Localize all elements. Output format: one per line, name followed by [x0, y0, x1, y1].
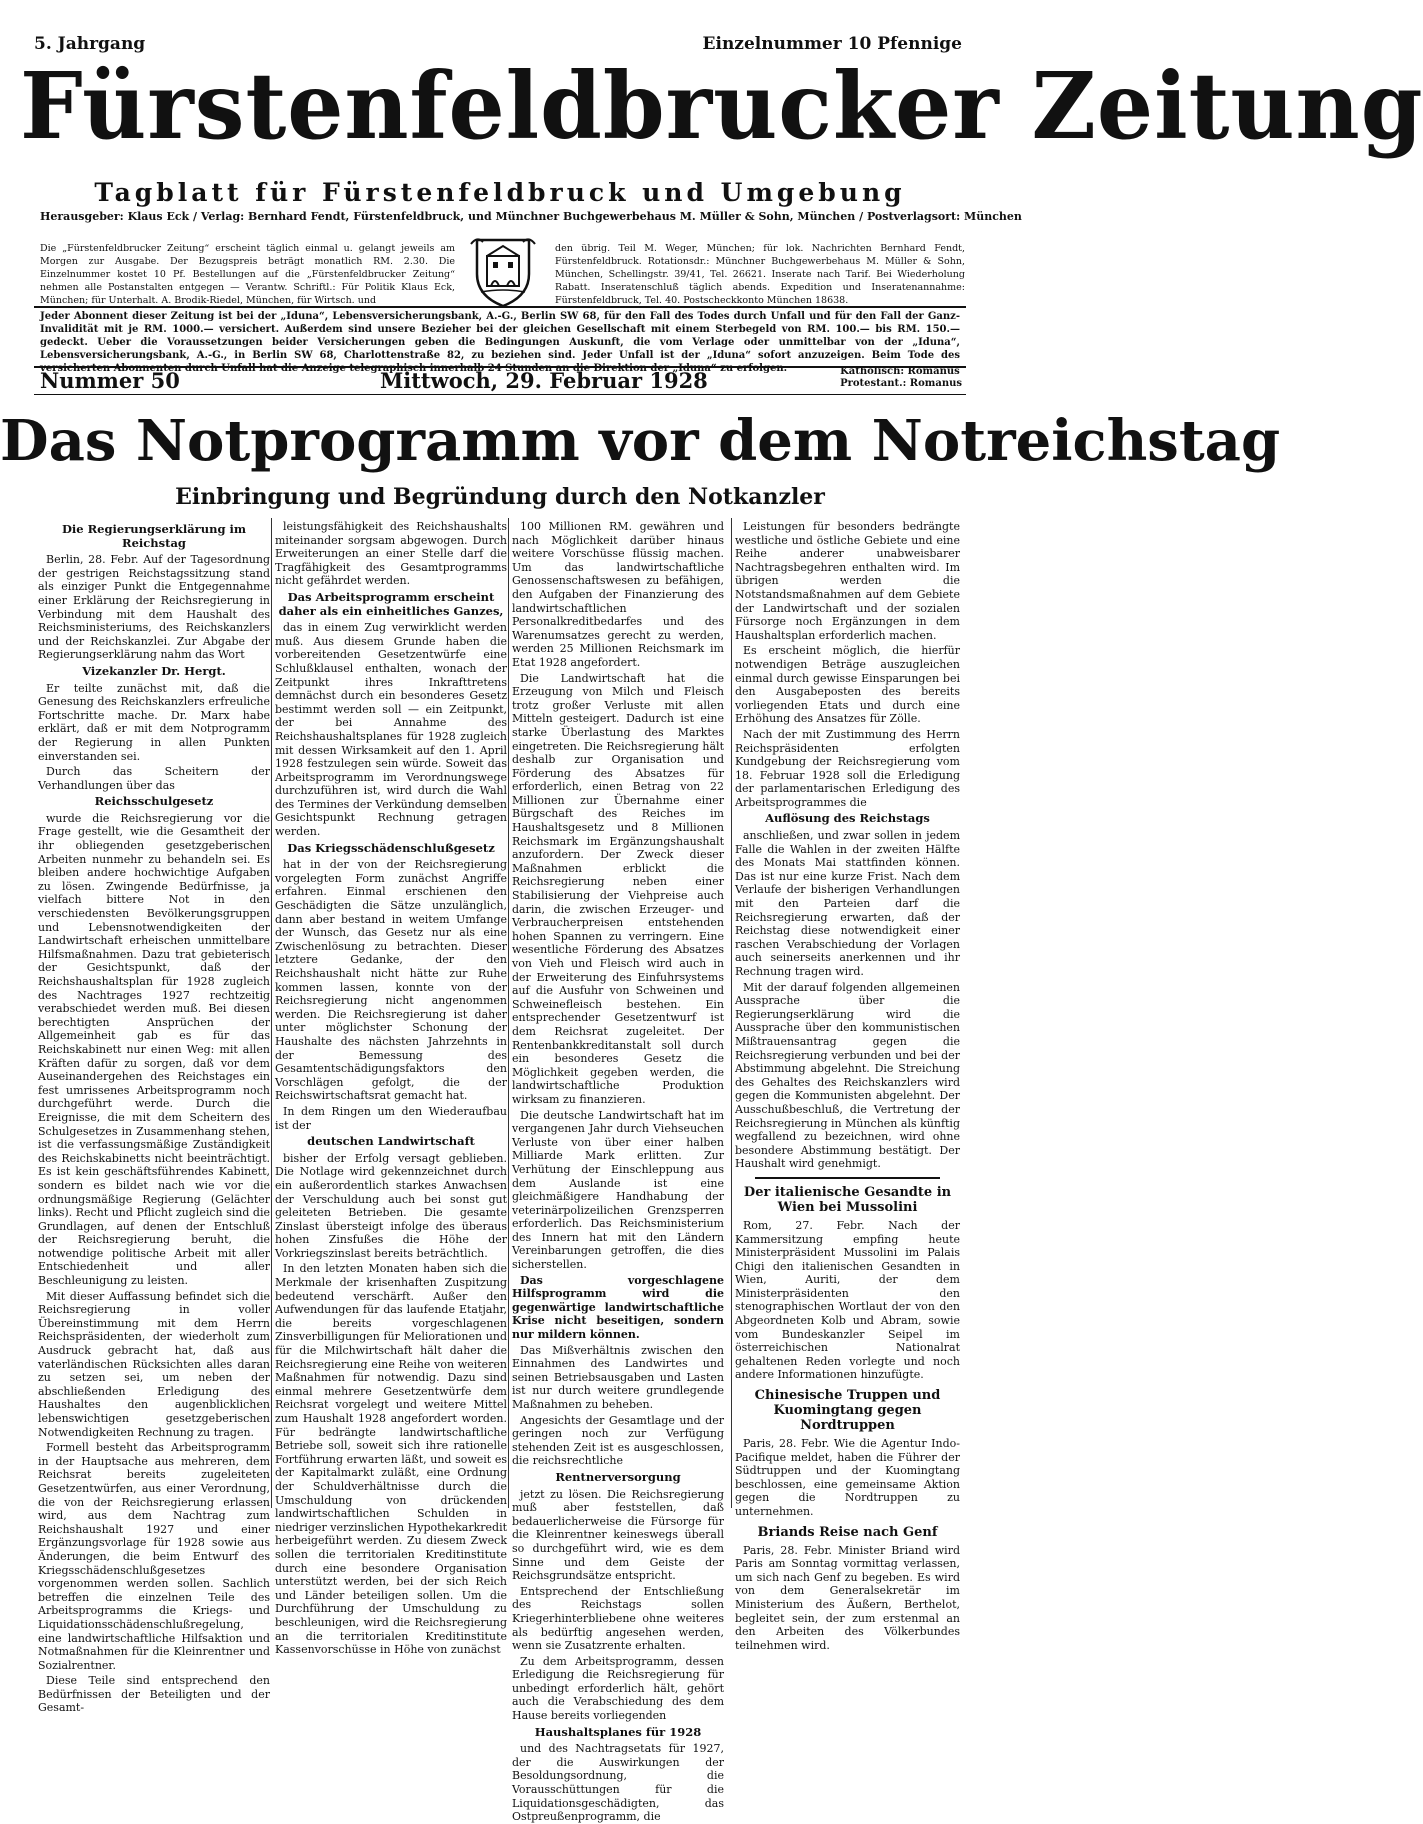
- article-column-3: [512, 520, 724, 1824]
- paragraph: Entsprechend der Entschließung des Reichstags sollen Kriegerhinterbliebene ohne weiteres als bedürftig angesehen werden, wenn sie Zusatzrente erhalten.: [512, 1584, 724, 1653]
- paragraph: 100 Millionen RM. gewähren und nach Möglichkeit darüber hinaus weitere Vorschüsse flüssig machen. Um das landwirtschaftliche Genossenschaftswesen zu befähigen, den Aufgaben der Finanzierung des landwirtschaftlichen Personalkreditbedarfes und des Warenumsatzes gerecht zu werden, werden 25 Millionen Reichsmark im Etat 1928 angefordert.: [512, 520, 724, 669]
- main-headline: Das Notprogramm vor dem Notreichstag: [0, 408, 1281, 474]
- paragraph: Paris, 28. Febr. Wie die Agentur Indo-Pacifique meldet, haben die Führer der Südtruppen und der Kuomingtang beschlossen, eine gemeinsame Aktion gegen die Nordtruppen zu unternehmen.: [735, 1437, 960, 1518]
- price-label: Einzelnummer 10 Pfennige: [702, 34, 962, 54]
- paragraph: Er teilte zunächst mit, daß die Genesung des Reichskanzlers erfreuliche Fortschritte mache. Dr. Marx habe erklärt, daß er mit dem Notprogramm der Regierung in allen Punkten einverstanden sei.: [38, 681, 270, 763]
- section-heading: Das Arbeitsprogramm erscheint daher als ein einheitliches Ganzes,: [278, 589, 504, 618]
- paragraph: Diese Teile sind entsprechend den Bedürfnissen der Beteiligten und der Gesamt-: [38, 1674, 270, 1715]
- edition-label: 5. Jahrgang: [34, 34, 146, 54]
- column-rule: [508, 518, 509, 1508]
- insurance-notice: Jeder Abonnent dieser Zeitung ist bei der „Iduna“, Lebensversicherungsbank, A.-G., Berlin SW 68, für den Fall des Todes durch Unfall und für den Fall der Ganz-Invalidität mit je RM. 1000.— versichert. Außerdem sind unsere Bezieher bei der gleichen Gesellschaft mit einem Sterbegeld von RM. 100.— bis RM. 150.— gedeckt. Ueber die Voraussetzungen beider Versicherungen geben die Bedingungen Auskunft, die vom Verlage oder unmittelbar von der „Iduna“, Lebensversicherungsbank, A.-G., in Berlin SW 68, Charlottenstraße 82, zu beziehen sind. Jeder Unfall ist der „Iduna“ sofort anzuzeigen. Beim Tode des versicherten Abonnenten durch Unfall hat die Anzeige telegraphisch innerhalb 24 Stunden an die Direktion der „Iduna“ zu erfolgen.: [40, 311, 960, 374]
- paragraph: hat in der von der Reichsregierung vorgelegten Form zunächst Angriffe erfahren. Einmal erschienen den Geschädigten die Sätze unzulänglich, dann aber bestand in weitem Umfange der Wunsch, das Gesetz nur als eine Zwischenlösung zu betrachten. Dieser letztere Gedanke, der den Reichshaushalt nicht hätte zur Ruhe kommen lassen, konnte von der Reichsregierung nicht angenommen werden. Die Reichsregierung ist daher unter möglichster Schonung der Haushalte des nächsten Jahrzehnts in der Bemessung des Gesamtentschädigungsfaktors den Vorschlägen gefolgt, die der Reichswirtschaftsrat gemacht hat.: [275, 858, 507, 1103]
- newspaper-title: Fürstenfeldbrucker Zeitung: [20, 52, 1423, 160]
- paragraph: Paris, 28. Febr. Minister Briand wird Paris am Sonntag vormittag verlassen, um sich nach Genf zu begeben. Es wird von dem Generalsekretär im Ministerium des Äußern, Berthelot, begleitet sein, der zum erstenmal an den Arbeiten des Völkerbundes teilnehmen wird.: [735, 1543, 960, 1652]
- saint-catholic: Katholisch: Romanus: [840, 366, 960, 377]
- section-heading: Die Regierungserklärung im Reichstag: [61, 522, 247, 550]
- paragraph: In den letzten Monaten haben sich die Merkmale der krisenhaften Zuspitzung bedeutend verschärft. Außer den Aufwendungen für das laufende Etatjahr, die bereits vorgeschlagenen Zinsverbilligungen für Meliorationen und für die Milchwirtschaft hält daher die Reichsregierung eine Reihe von weiteren Maßnahmen für notwendig. Dazu sind einmal mehrere Gesetzentwürfe dem Reichsrat vorgelegt und weitere Mittel zum Haushalt 1928 angefordert worden. Für bedrängte landwirtschaftliche Betriebe soll, soweit sich ihre rationelle Fortführung erwarten läßt, und soweit es der Kapitalmarkt zuläßt, eine Ordnung der Schuldverhältnisse durch die Umschuldung von drückenden landwirtschaftlichen Schulden in niedriger verzinslichen Hypothekarkredit herbeigeführt werden. Zu diesem Zweck sollen die territorialen Kreditinstitute durch eine besondere Organisation unterstützt werden, bei der sich Reich und Länder beteiligen sollen. Um die Durchführung der Umschuldung zu beschleunigen, wird die Reichsregierung an die territorialen Kreditinstitute Kassenvorschüsse in Höhe von zunächst: [275, 1262, 508, 1657]
- article-column-2: [275, 520, 508, 1657]
- divider: [34, 306, 966, 308]
- section-heading: Haushaltsplanes für 1928: [534, 1724, 702, 1739]
- article-headline: Briands Reise nach Genf: [757, 1524, 938, 1540]
- paragraph: bisher der Erfolg versagt geblieben. Die Notlage wird gekennzeichnet durch ein außerordentlich starkes Anwachsen der Verschuldung auch bei sonst gut geleiteten Betrieben. Die gesamte Zinslast übersteigt infolge des überaus hohen Zinsfußes die Höhe der Vorkriegszinslast bereits beträchtlich.: [275, 1151, 507, 1260]
- divider: [34, 394, 966, 395]
- paragraph: das in einem Zug verwirklicht werden muß. Aus diesem Grunde haben die vorbereitenden Gesetzentwürfe eine Schlußklausel enthalten, wonach der Zeitpunkt ihres Inkrafttretens demnächst durch ein besonderes Gesetz bestimmt werden soll — ein Zeitpunkt, der bei Annahme des Reichshaushaltsplanes für 1928 zugleich mit dessen Wirksamkeit auf den 1. April 1928 festzulegen sein würde. Soweit das Arbeitsprogramm im Verordnungswege durchzuführen ist, wird durch die Wahl des Termines der Verkündung demselben Gesichtspunkt Rechnung getragen werden.: [275, 621, 507, 839]
- paragraph: Die deutsche Landwirtschaft hat im vergangenen Jahr durch Viehseuchen Verluste von über einer halben Milliarde Mark erlitten. Zur Verhütung der Einschleppung aus dem Auslande ist eine gleichmäßigere Handhabung der veterinärpolizeilichen Grenzsperren erforderlich. Das Reichsministerium des Innern hat mit den Ländern Vereinbarungen getroffen, die dies sicherstellen.: [512, 1108, 724, 1272]
- section-heading: Rentnerversorgung: [555, 1469, 681, 1484]
- paragraph: Mit der darauf folgenden allgemeinen Aussprache über die Regierungserklärung wird die Aussprache über den kommunistischen Mißtrauensantrag gegen die Reichsregierung verbunden und bei der Abstimmung abgelehnt. Die Streichung des Gehaltes des Reichskanzlers wird gegen die Kommunisten abgelehnt. Der Ausschußbeschluß, die Vertretung der Reichsregierung in München als künftig wegfallend zu bezeichnen, wird ohne besondere Abstimmung bestätigt. Der Haushalt wird genehmigt.: [735, 980, 960, 1171]
- section-heading: deutschen Landwirtschaft: [307, 1134, 475, 1149]
- paragraph: In dem Ringen um den Wiederaufbau ist der: [275, 1104, 507, 1132]
- column-rule: [731, 518, 732, 1508]
- paragraph: Nach der mit Zustimmung des Herrn Reichspräsidenten erfolgten Kundgebung der Reichsregierung vom 18. Februar 1928 soll die Erledigung der parlamentarischen Erledigung des Arbeitsprogrammes die: [735, 727, 960, 809]
- paragraph: Mit dieser Auffassung befindet sich die Reichsregierung in voller Übereinstimmung mit dem Herrn Reichspräsidenten, der wiederholt zum Ausdruck gebracht hat, daß aus vaterländischen Rücksichten alles daran zu setzen sei, um neben der abschließenden Erledigung des Haushaltes den augenblicklichen lebenswichtigen gesetzgeberischen Notwendigkeiten Rechnung zu tragen.: [38, 1289, 270, 1439]
- section-heading: Auflösung des Reichstags: [765, 811, 930, 826]
- paragraph: Formell besteht das Arbeitsprogramm in der Hauptsache aus mehreren, dem Reichsrat bereits zugeleiteten Gesetzentwürfen, aus einer Verordnung, die von der Reichsregierung erlassen wird, aus dem Nachtrag zum Reichshaushalt 1927 und einer Ergänzungsvorlage für 1928 sowie aus Änderungen, die beim Entwurf des Kriegsschädenschlußgesetzes vorgenommen werden sollen. Sachlich betreffen die einzelnen Teile des Arbeitsprogramms die Kriegs- und Liquidationsschädenschlußregelung, eine landwirtschaftliche Hilfsaktion und Notmaßnahmen für die Kleinrentner und Sozialrentner.: [38, 1441, 270, 1672]
- info-left: Die „Fürstenfeldbrucker Zeitung“ erscheint täglich einmal u. gelangt jeweils am Morgen zur Ausgabe. Der Bezugspreis beträgt monatlich RM. 2.30. Die Einzelnummer kostet 10 Pf. Bestellungen auf die „Fürstenfeldbrucker Zeitung“ nehmen alle Postanstalten entgegen — Verantw. Schriftl.: Für Politik Klaus Eck, München; für Unterhalt. A. Brodik-Riedel, München, für Wirtsch. und: [40, 243, 455, 306]
- article-headline: Chinesische Truppen und Kuomingtang gegen Nordtruppen: [754, 1388, 941, 1434]
- paragraph: Es erscheint möglich, die hierfür notwendigen Beträge auszugleichen einmal durch gewisse Einsparungen bei den Ausgabeposten des bereits vorliegenden Etats und durch eine Erhöhung des Ansatzes für Zölle.: [735, 644, 960, 726]
- article-divider: [755, 1177, 940, 1179]
- paragraph: wurde die Reichsregierung vor die Frage gestellt, wie die Gesamtheit der ihr obliegenden gesetzgeberischen Arbeiten nunmehr zu behandeln sei. Es bleiben andere hochwichtige Aufgaben zu lösen. Zwingende Bedürfnisse, ja vielfach bittere Not in den verschiedensten Bevölkerungsgruppen und Lebensnotwendigkeiten der Landwirtschaft erheischen unmittelbare Hilfsmaßnahmen. Dazu trat gebieterisch der Gesichtspunkt, daß der Reichshaushaltsplan für 1928 zugleich des Nachtrages 1927 rechtzeitig verabschiedet werden muß. Bei diesen berechtigten Ansprüchen der Allgemeinheit gab es für das Reichskabinett nur einen Weg: mit allen Kräften dafür zu sorgen, daß vor dem Auseinandergehen des Reichstages ein fest umrissenes Arbeitsprogramm noch durchgeführt werde. Durch die Ereignisse, die mit dem Scheitern des Schulgesetzes in Zusammenhang stehen, ist die verfassungsmäßige Zuständigkeit des Reichskabinetts nicht beeinträchtigt. Es ist kein geschäftsführendes Kabinett, sondern es bildet nach wie vor die ordnungsmäßige Regierung (Gelächter links). Recht und Pflicht zugleich sind die Grundlagen, auf denen der Entschluß der Reichsregierung beruht, die notwendige politische Arbeit mit aller Entschiedenheit und aller Beschleunigung zu leisten.: [38, 811, 270, 1288]
- paragraph: jetzt zu lösen. Die Reichsregierung muß aber feststellen, daß bedauerlicherweise die Fürsorge für die Kleinrentner keineswegs überall so durchgeführt wird, wie es dem Sinne und dem Geiste der Reichsgrundsätze entspricht.: [512, 1487, 724, 1583]
- article-headline: Der italienische Gesandte in Wien bei Mussolini: [743, 1184, 952, 1215]
- paragraph: Das vorgeschlagene Hilfsprogramm wird die gegenwärtige landwirtschaftliche Krise nicht beseitigen, sondern nur mildern können.: [512, 1273, 724, 1342]
- paragraph: Durch das Scheitern der Verhandlungen über das: [38, 765, 270, 792]
- paragraph: Leistungen für besonders bedrängte westliche und östliche Gebiete und eine Reihe anderer unabweisbarer Nachtragsbegehren enthalten wird. Im übrigen werden die Notstandsmaßnahmen auf dem Gebiete der Landwirtschaft und der sozialen Fürsorge noch Ergänzungen in dem Haushaltsplan erforderlich machen.: [735, 520, 960, 642]
- paragraph: Die Landwirtschaft hat die Erzeugung von Milch und Fleisch trotz großer Verluste mit allen Mitteln gesteigert. Dadurch ist eine starke Überlastung des Marktes eingetreten. Die Reichsregierung hält deshalb zur Organisation und Förderung des Absatzes für erforderlich, einen Betrag von 22 Millionen zur Übernahme einer Bürgschaft des Reiches im Haushaltsgesetz und 8 Millionen Reichsmark im Ergänzungshaushalt anzufordern. Der Zweck dieser Maßnahmen erblickt die Reichsregierung neben einer Stabilisierung der Viehpreise auch darin, die zwischen Erzeuger- und Verbraucherpreisen entstehenden hohen Spannen zu verringern. Eine wesentliche Förderung des Absatzes von Vieh und Fleisch wird auch in der Erweiterung des Einfuhrsystems auf die Ausfuhr von Schweinen und Schweinefleisch bestehen. Ein entsprechender Gesetzentwurf ist dem Reichsrat zugeleitet. Der Rentenbankkreditanstalt soll durch ein besonderes Gesetz die Möglichkeit gegeben werden, die landwirtschaftliche Produktion wirksam zu finanzieren.: [512, 671, 724, 1106]
- saint-protestant: Protestant.: Romanus: [840, 378, 962, 389]
- issue-date: Mittwoch, 29. Februar 1928: [380, 368, 708, 393]
- city-crest-icon: [463, 230, 543, 310]
- main-subheadline: Einbringung und Begründung durch den Notkanzler: [175, 484, 825, 510]
- paragraph: leistungsfähigkeit des Reichshaushalts miteinander sorgsam abgewogen. Durch Erweiterungen an einer Stelle darf die Tragfähigkeit des Gesamtprogramms nicht gefährdet werden.: [275, 520, 507, 588]
- section-heading: Reichsschulgesetz: [94, 794, 214, 809]
- paragraph: anschließen, und zwar sollen in jedem Falle die Wahlen in der zweiten Hälfte des Monats Mai stattfinden können. Das ist nur eine kurze Frist. Nach dem Verlaufe der bisherigen Verhandlungen mit den Parteien darf die Reichsregierung erwarten, daß der Reichstag diese notwendigkeit einer raschen Verabschiedung der Vorlagen auch seinerseits anerkennen und ihr Rechnung tragen wird.: [735, 829, 960, 978]
- section-heading: Vizekanzler Dr. Hergt.: [82, 663, 226, 678]
- paragraph: und des Nachtragsetats für 1927, der die Auswirkungen der Besoldungsordnung, die Vorausschüttungen für die Liquidationsgeschädigten, das Ostpreußenprogramm, die: [512, 1742, 724, 1824]
- column-rule: [271, 518, 272, 1508]
- article-column-4: [735, 520, 960, 1652]
- paragraph: Rom, 27. Febr. Nach der Kammersitzung empfing heute Ministerpräsident Mussolini im Palais Chigi den italienischen Gesandten in Wien, Auriti, der dem Ministerpräsidenten den stenographischen Wortlaut der von den Abgeordneten Kolb und Abram, sowie vom Bundeskanzler Seipel im österreichischen Nationalrat gehaltenen Reden vorlegte und noch andere Informationen hinzufügte.: [735, 1218, 960, 1382]
- publisher-line: Herausgeber: Klaus Eck / Verlag: Bernhard Fendt, Fürstenfeldbruck, und Münchner Buchgewerbehaus M. Müller & Sohn, München / Postverlagsort: München: [40, 210, 1022, 223]
- paragraph: Das Mißverhältnis zwischen den Einnahmen des Landwirtes und seinen Betriebsausgaben und Lasten ist nur durch weitere grundlegende Maßnahmen zu beheben.: [512, 1343, 724, 1411]
- info-right: den übrig. Teil M. Weger, München; für lok. Nachrichten Bernhard Fendt, Fürstenfeldbruck. Rotationsdr.: Münchner Buchgewerbehaus M. Müller & Sohn, München, Schellingstr. 39/41, Tel. 26621. Inserate nach Tarif. Bei Wiederholung Rabatt. Inseratenschluß täglich abends. Expedition und Inseratenannahme: Fürstenfeldbruck, Tel. 40. Postscheckkonto München 18638.: [555, 243, 965, 306]
- paragraph: Angesichts der Gesamtlage und der geringen noch zur Verfügung stehenden Zeit ist es ausgeschlossen, die reichsrechtliche: [512, 1413, 724, 1468]
- paragraph: Berlin, 28. Febr. Auf der Tagesordnung der gestrigen Reichstagssitzung stand als einziger Punkt die Entgegennahme einer Erklärung der Reichsregierung in Verbindung mit dem Haushalt des Reichsministeriums, des Reichskanzlers und der Reichskanzlei. Zur Abgabe der Regierungserklärung nahm das Wort: [38, 553, 270, 662]
- saints-of-day: [840, 366, 962, 390]
- section-heading: Das Kriegsschädenschlußgesetz: [287, 840, 495, 855]
- issue-number: Nummer 50: [40, 368, 180, 393]
- paragraph: Zu dem Arbeitsprogramm, dessen Erledigung die Reichsregierung für unbedingt erforderlich hält, gehört auch die Verabschiedung des dem Hause bereits vorliegenden: [512, 1654, 724, 1723]
- newspaper-subtitle: Tagblatt für Fürstenfeldbruck und Umgebung: [94, 178, 906, 207]
- article-column-1: [38, 520, 270, 1715]
